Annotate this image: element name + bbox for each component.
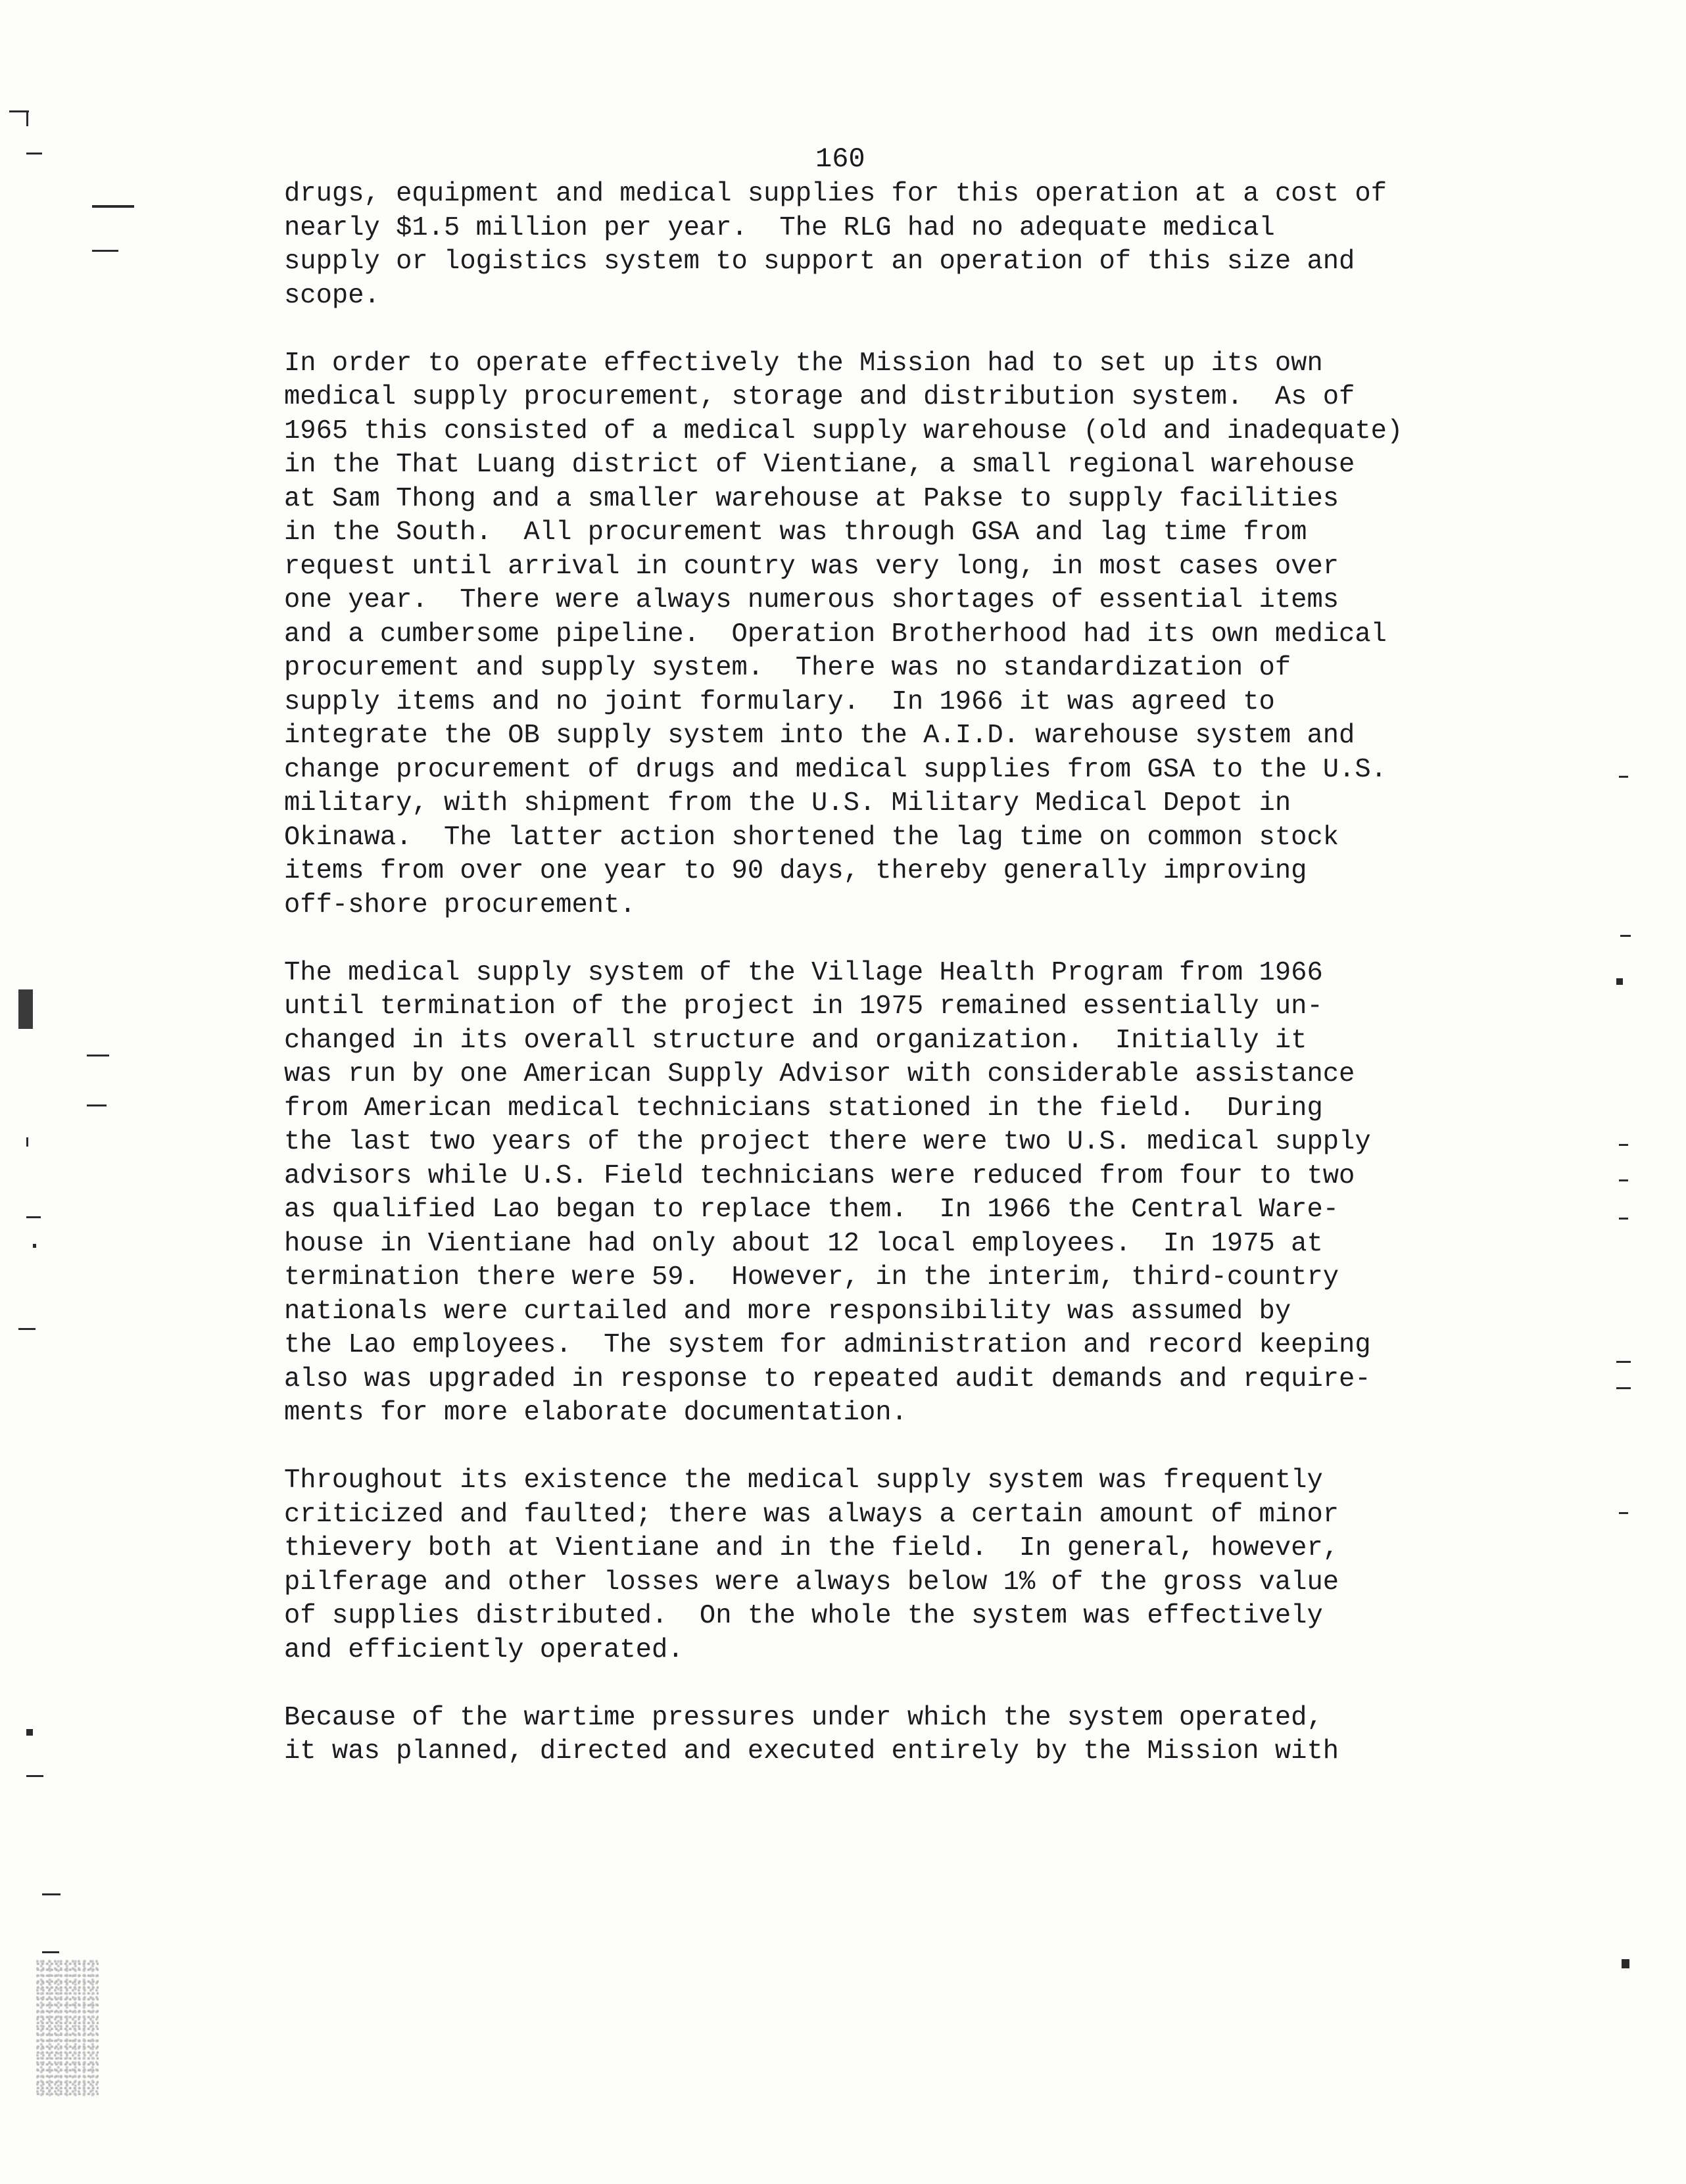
text-line: Okinawa. The latter action shortened the lag time on common stock — [284, 822, 1339, 853]
body-text — [284, 178, 1481, 1803]
text-line: scope. — [284, 280, 380, 311]
text-line: military, with shipment from the U.S. Military Medical Depot in — [284, 788, 1291, 819]
scan-mark — [26, 1729, 33, 1736]
scan-mark — [33, 1244, 36, 1248]
text-line: in the South. All procurement was through GSA and lag time from — [284, 517, 1307, 548]
text-line: request until arrival in country was very long, in most cases over — [284, 551, 1339, 582]
text-line: from American medical technicians stationed in the field. During — [284, 1093, 1323, 1124]
scan-mark — [1616, 1361, 1631, 1363]
text-line: ments for more elaborate documentation. — [284, 1398, 907, 1428]
scan-mark — [87, 1104, 107, 1106]
text-line: supply or logistics system to support an operation of this size and — [284, 247, 1355, 277]
paragraph — [284, 1701, 1481, 1769]
text-line: also was upgraded in response to repeated audit demands and require- — [284, 1364, 1371, 1394]
text-line: integrate the OB supply system into the A.I.D. warehouse system and — [284, 721, 1355, 751]
scan-mark — [1622, 1959, 1629, 1968]
text-line: 1965 this consisted of a medical supply warehouse (old and inadequate) — [284, 415, 1403, 446]
scan-mark — [1619, 1512, 1628, 1514]
text-line: advisors while U.S. Field technicians were reduced from four to two — [284, 1160, 1355, 1191]
text-line: Because of the wartime pressures under which the system operated, — [284, 1702, 1323, 1733]
scan-mark — [87, 1055, 109, 1056]
scan-mark — [42, 1893, 60, 1895]
text-line: Throughout its existence the medical supply system was frequently — [284, 1465, 1323, 1496]
text-line: nationals were curtailed and more responsibility was assumed by — [284, 1296, 1291, 1327]
paragraph — [284, 957, 1481, 1431]
paragraph — [284, 1464, 1481, 1667]
scan-mark — [1619, 776, 1628, 778]
text-line: off-shore procurement. — [284, 890, 636, 920]
text-line: as qualified Lao began to replace them. In 1966 the Central Ware- — [284, 1195, 1339, 1225]
text-line: of supplies distributed. On the whole the system was effectively — [284, 1601, 1323, 1631]
text-line: items from over one year to 90 days, thereby generally improving — [284, 856, 1307, 886]
scan-noise — [36, 1959, 99, 2097]
page-number: 160 — [815, 143, 865, 175]
text-line: house in Vientiane had only about 12 local employees. In 1975 at — [284, 1228, 1323, 1259]
text-line: criticized and faulted; there was always a certain amount of minor — [284, 1499, 1339, 1530]
scan-mark — [1616, 1387, 1631, 1389]
text-line: change procurement of drugs and medical supplies from GSA to the U.S. — [284, 754, 1387, 785]
scan-mark — [26, 112, 28, 126]
scan-mark — [18, 1328, 36, 1330]
scan-mark — [18, 989, 33, 1029]
scan-mark — [1616, 978, 1623, 985]
scan-mark — [26, 1137, 28, 1147]
text-line: until termination of the project in 1975 remained essentially un- — [284, 991, 1323, 1022]
text-line: in the That Luang district of Vientiane, a small regional warehouse — [284, 450, 1355, 480]
scan-mark — [92, 205, 134, 208]
paragraph — [284, 347, 1481, 923]
scan-mark — [1619, 1144, 1628, 1146]
text-line: and efficiently operated. — [284, 1634, 684, 1665]
text-line: at Sam Thong and a smaller warehouse at Pakse to supply facilities — [284, 483, 1339, 514]
text-line: changed in its overall structure and organization. Initially it — [284, 1025, 1307, 1056]
paragraph — [284, 178, 1481, 313]
text-line: and a cumbersome pipeline. Operation Brotherhood had its own medical — [284, 619, 1387, 650]
scan-mark — [1619, 1179, 1628, 1181]
scan-mark — [1619, 1218, 1628, 1220]
text-line: medical supply procurement, storage and distribution system. As of — [284, 382, 1355, 412]
text-line: The medical supply system of the Village Health Program from 1966 — [284, 957, 1323, 988]
text-line: one year. There were always numerous shortages of essential items — [284, 585, 1339, 615]
scan-mark — [92, 250, 118, 252]
text-line: it was planned, directed and executed entirely by the Mission with — [284, 1736, 1339, 1767]
scan-mark — [26, 1775, 43, 1777]
scan-mark — [26, 153, 42, 154]
text-line: was run by one American Supply Advisor with considerable assistance — [284, 1059, 1355, 1089]
scan-mark — [26, 1216, 41, 1218]
text-line: the last two years of the project there were two U.S. medical supply — [284, 1127, 1371, 1157]
text-line: procurement and supply system. There was no standardization of — [284, 653, 1291, 683]
text-line: thievery both at Vientiane and in the field. In general, however, — [284, 1533, 1339, 1563]
scan-mark — [1620, 935, 1631, 937]
text-line: supply items and no joint formulary. In 1966 it was agreed to — [284, 686, 1275, 717]
text-line: nearly $1.5 million per year. The RLG had no adequate medical — [284, 212, 1275, 243]
text-line: termination there were 59. However, in the interim, third-country — [284, 1262, 1339, 1293]
scan-mark — [42, 1951, 59, 1953]
text-line: drugs, equipment and medical supplies for this operation at a cost of — [284, 179, 1387, 209]
text-line: In order to operate effectively the Mission had to set up its own — [284, 348, 1323, 379]
text-line: pilferage and other losses were always below 1% of the gross value — [284, 1567, 1339, 1598]
text-line: the Lao employees. The system for administration and record keeping — [284, 1330, 1371, 1360]
